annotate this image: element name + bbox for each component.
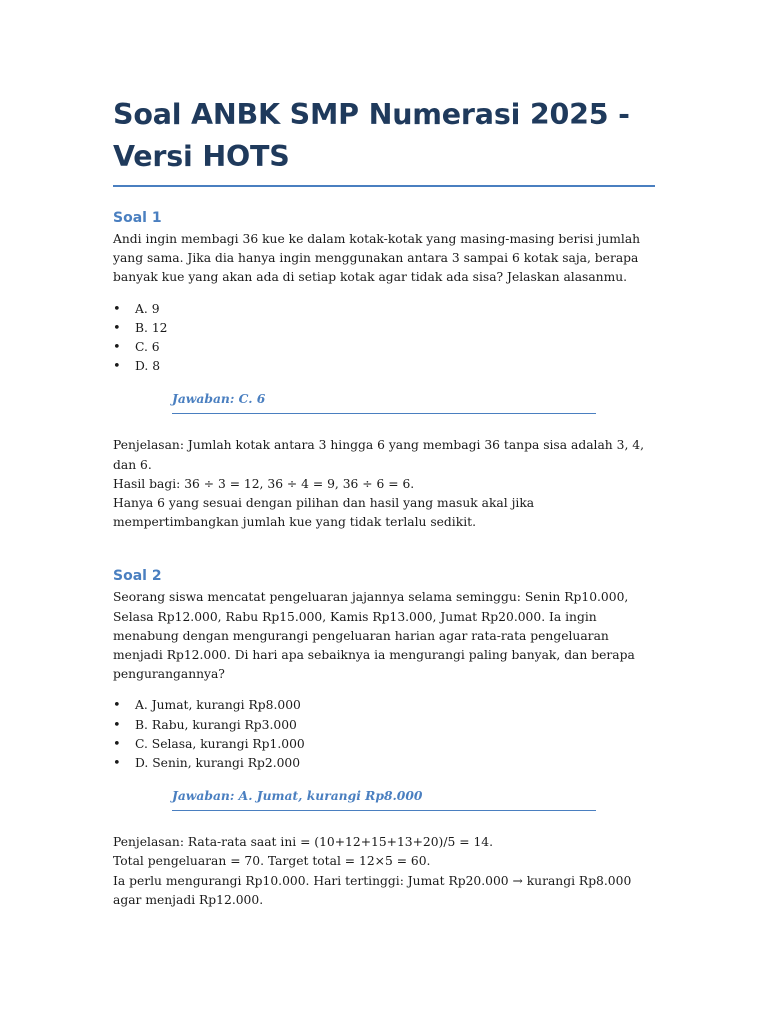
bullet-icon: •: [113, 359, 121, 375]
option-item: • D. Senin, kurangi Rp2.000: [113, 754, 655, 773]
option-item: • A. 9: [113, 300, 655, 319]
option-item: • C. Selasa, kurangi Rp1.000: [113, 735, 655, 754]
explanation-line: Ia perlu mengurangi Rp10.000. Hari tertinggi: Jumat Rp20.000 → kurangi Rp8.000 agar menjadi Rp12.000.: [113, 873, 632, 907]
explanation-line: Total pengeluaran = 70. Target total = 12×5 = 60.: [113, 854, 431, 869]
question-1-heading: Soal 1: [113, 210, 162, 226]
option-item: • C. 6: [113, 338, 655, 357]
question-1: [113, 208, 655, 532]
question-1-explanation: [113, 436, 655, 532]
question-1-text: Andi ingin membagi 36 kue ke dalam kotak-kotak yang masing-masing berisi jumlah yang sama. Jika dia hanya ingin menggunakan antara 3 sampai 6 kotak saja, berapa banyak kue yang akan ada di setiap kotak agar tidak ada sisa? Jelaskan alasanmu.: [113, 232, 641, 285]
page-title: Soal ANBK SMP Numerasi 2025 - Versi HOTS: [113, 94, 655, 187]
bullet-icon: •: [113, 320, 121, 336]
question-1-answer: Jawaban: C. 6: [172, 389, 596, 414]
question-2-explanation: [113, 833, 655, 910]
question-2-options: [113, 696, 655, 773]
question-2-heading: Soal 2: [113, 568, 162, 585]
option-item: • D. 8: [113, 357, 655, 376]
explanation-line: Penjelasan: Jumlah kotak antara 3 hingga 6 yang membagi 36 tanpa sisa adalah 3, 4, dan 6.: [113, 438, 644, 472]
bullet-icon: •: [113, 736, 121, 752]
question-2-answer: Jawaban: A. Jumat, kurangi Rp8.000: [172, 786, 596, 811]
explanation-line: Hanya 6 yang sesuai dengan pilihan dan hasil yang masuk akal jika mempertimbangkan jumlah kue yang tidak terlalu sedikit.: [113, 496, 535, 530]
explanation-line: Penjelasan: Rata-rata saat ini = (10+12+15+13+20)/5 = 14.: [113, 835, 493, 850]
option-item: • B. 12: [113, 319, 655, 338]
question-2: [113, 566, 655, 910]
bullet-icon: •: [113, 698, 121, 714]
bullet-icon: •: [113, 301, 121, 317]
question-2-text: Seorang siswa mencatat pengeluaran jajannya selama seminggu: Senin Rp10.000, Selasa Rp12.000, Rabu Rp15.000, Kamis Rp13.000, Jumat Rp20.000. Ia ingin menabung dengan mengurangi pengeluaran harian agar rata-rata pengeluaran menjadi Rp12.000. Di hari apa sebaiknya ia mengurangi paling banyak, dan berapa pengurangannya?: [113, 590, 635, 682]
bullet-icon: •: [113, 717, 121, 733]
document-page: [113, 94, 655, 910]
question-1-options: [113, 300, 655, 377]
bullet-icon: •: [113, 756, 121, 772]
option-item: • B. Rabu, kurangi Rp3.000: [113, 716, 655, 735]
bullet-icon: •: [113, 340, 121, 356]
option-item: • A. Jumat, kurangi Rp8.000: [113, 696, 655, 715]
explanation-line: Hasil bagi: 36 ÷ 3 = 12, 36 ÷ 4 = 9, 36 ÷ 6 = 6.: [113, 476, 415, 491]
